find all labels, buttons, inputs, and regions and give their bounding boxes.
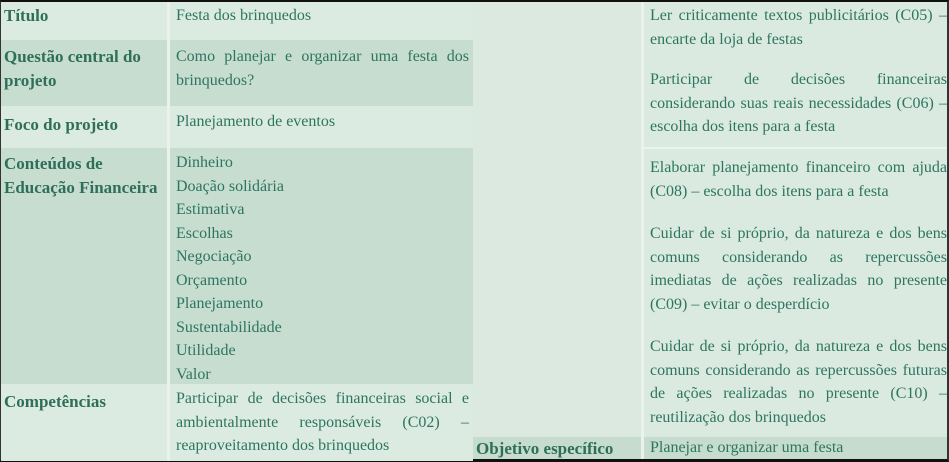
competencia-item: Participar de decisões financeiras considerando suas reais necessidades (C06) – escolha dos itens para a festa: [650, 71, 947, 135]
row-competencias: [1, 384, 473, 461]
list-item: Orçamento: [176, 271, 248, 289]
competencias-continuation: [644, 2, 947, 437]
competencia-item: Elaborar planejamento financeiro com ajuda (C08) – escolha dos itens para a festa: [650, 159, 947, 200]
label-foco: Foco do projeto: [4, 115, 118, 134]
list-item: Estimativa: [176, 201, 245, 218]
value-competencias: Participar de decisões financeiras social e ambientalmente responsáveis (C02) – reaproveitamento dos brinquedos: [176, 390, 469, 454]
competencia-item: Cuidar de si próprio, da natureza e dos bens comuns considerando as repercussões futuras de ações realizadas no presente (C10) – reutilização dos brinquedos: [650, 338, 947, 426]
list-item: Escolhas: [176, 224, 233, 242]
list-item: Sustentabilidade: [176, 318, 282, 336]
label-column: [473, 2, 641, 437]
competencia-item: Ler criticamente textos publicitários (C05) – encarte da loja de festas: [650, 7, 947, 48]
row-foco: [1, 106, 473, 148]
list-item: Valor: [176, 365, 211, 383]
list-item: Negociação: [176, 248, 252, 265]
competencia-item: Cuidar de si próprio, da natureza e dos bens comuns considerando as repercussões imediatas de ações realizadas no presente (C09) – evitar o desperdício: [650, 225, 947, 313]
list-item: Dinheiro: [176, 154, 233, 171]
list-item: Planejamento: [176, 295, 264, 312]
row-conteudos: [1, 148, 473, 384]
value-titulo: Festa dos brinquedos: [176, 7, 312, 24]
row-objetivo: [473, 437, 947, 459]
list-item: Utilidade: [176, 342, 236, 359]
label-competencias: Competências: [4, 392, 106, 411]
label-titulo: Título: [4, 6, 49, 25]
list-conteudos: [170, 148, 473, 384]
row-divider: [644, 147, 947, 149]
row-titulo: [1, 2, 473, 40]
value-objetivo: Planejar e organizar uma festa: [650, 439, 844, 456]
label-conteudos: Conteúdos de Educação Financeira: [4, 154, 158, 197]
label-objetivo: Objetivo específico: [476, 439, 614, 458]
list-item: Doação solidária: [176, 177, 284, 195]
label-questao: Questão central do projeto: [4, 47, 141, 90]
left-table: [1, 2, 473, 459]
right-table: [473, 2, 947, 459]
row-questao: [1, 40, 473, 106]
value-foco: Planejamento de eventos: [176, 113, 336, 130]
value-questao: Como planejar e organizar uma festa dos brinquedos?: [176, 48, 469, 89]
